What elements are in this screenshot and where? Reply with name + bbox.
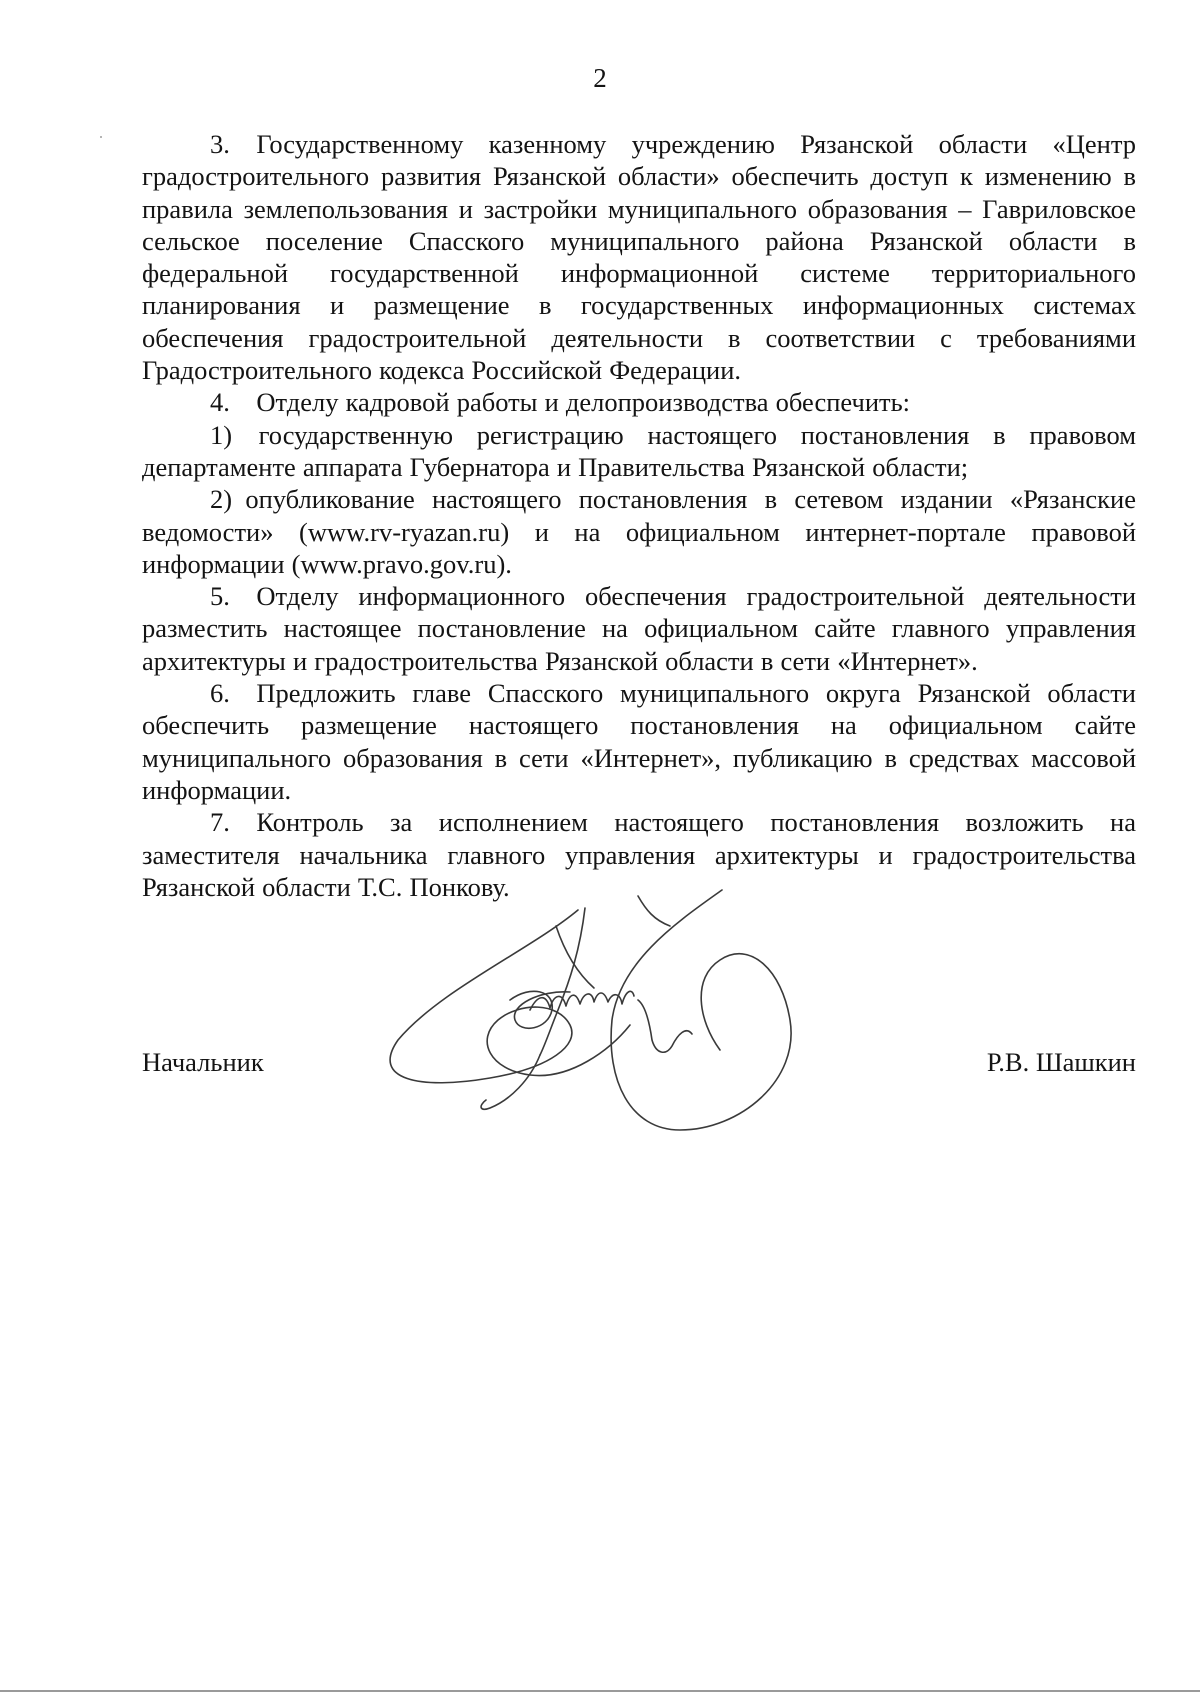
paragraph-5: 5. Отделу информационного обеспечения градостроительной деятельности разместить настоящее постановление на официальном сайте главного управления архитектуры и градостроительства Рязанской области в сети «Интернет».	[142, 581, 1136, 676]
signatory-title: Начальник	[142, 1047, 264, 1077]
paragraph-4: 4. Отделу кадровой работы и делопроизводства обеспечить:	[210, 387, 911, 418]
scan-speck	[100, 136, 102, 138]
paragraph-3: 3. Государственному казенному учреждению Рязанской области «Центр градостроительного развития Рязанской области» обеспечить доступ к изменению в правила землепользования и застройки муниципального образования – Гавриловское сельское поселение Спасского муниципального района Рязанской области в федеральной государственной информационной системе территориального планирования и размещение в государственных информационных системах обеспечения градостроительной деятельности в соответствии с требованиями Градостроительного кодекса Российской Федерации.	[142, 129, 1136, 386]
signature-block	[142, 1046, 1136, 1080]
page-bottom-edge	[0, 1690, 1200, 1692]
document-body	[142, 128, 1136, 903]
paragraph-6: 6. Предложить главе Спасского муниципального округа Рязанской области обеспечить размещение настоящего постановления на официальном сайте муниципального образования в сети «Интернет», публикацию в средствах массовой информации.	[142, 678, 1136, 805]
paragraph-4-item-2: 2) опубликование настоящего постановления в сетевом издании «Рязанские ведомости» (www.rv-ryazan.ru) и на официальном интернет-портале правовой информации (www.pravo.gov.ru).	[142, 484, 1136, 579]
signatory-name: Р.В. Шашкин	[986, 1047, 1136, 1077]
paragraph-4-item-1: 1) государственную регистрацию настоящего постановления в правовом департаменте аппарата Губернатора и Правительства Рязанской области;	[142, 419, 1136, 482]
page-number: 2	[593, 63, 607, 93]
paragraph-7: 7. Контроль за исполнением настоящего постановления возложить на заместителя начальника главного управления архитектуры и градостроительства Рязанской области Т.С. Понкову.	[142, 807, 1136, 902]
